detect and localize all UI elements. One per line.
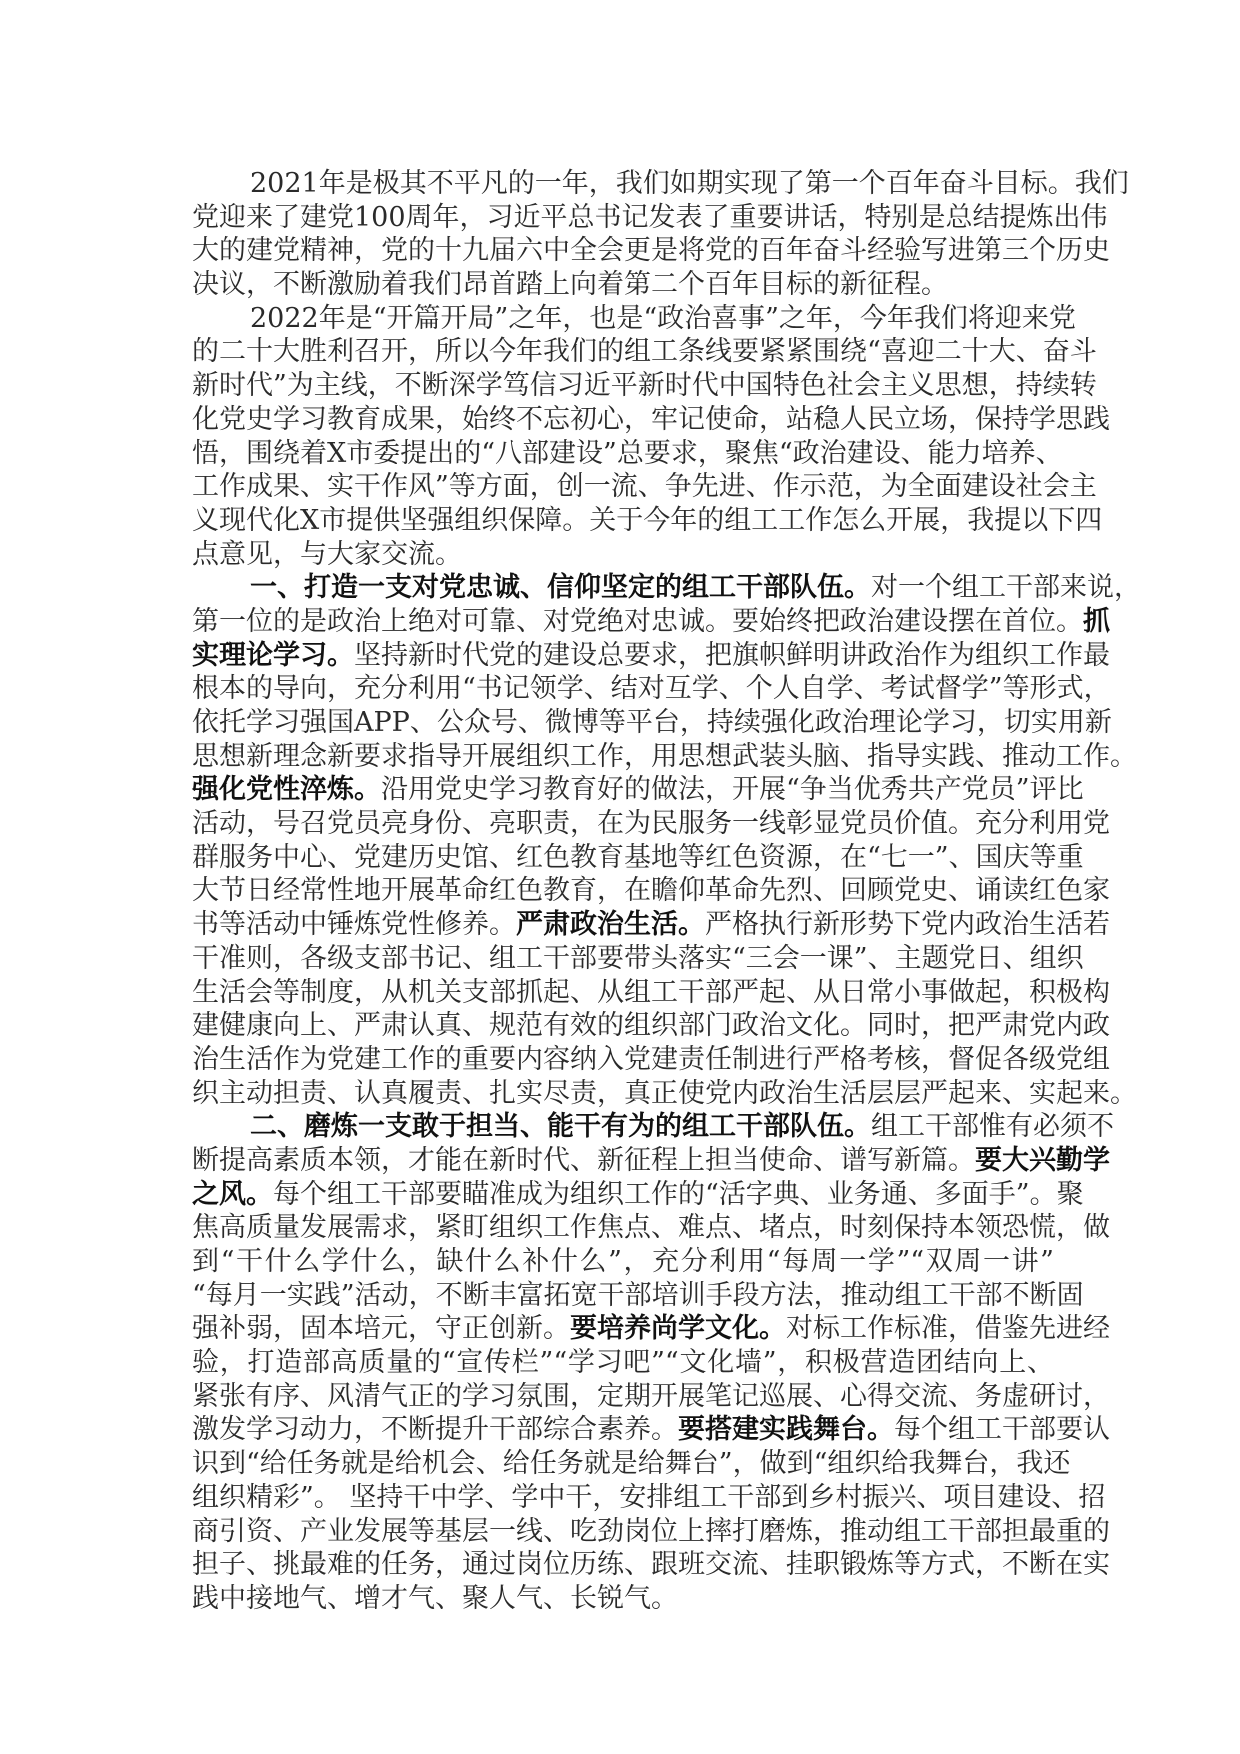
text-line bbox=[192, 976, 1110, 1010]
text-line bbox=[192, 538, 1054, 572]
paragraph bbox=[192, 302, 1110, 572]
body-text: 新时代”为主线，不断深学笃信习近平新时代中国特色社会主义思想，持续转 bbox=[192, 370, 1097, 402]
body-text: 思想新理念新要求指导开展组织工作，用思想武装头脑、指导实践、推动工作。 bbox=[192, 740, 1137, 772]
text-line bbox=[192, 1245, 1054, 1279]
body-text: 义现代化X市提供坚强组织保障。关于今年的组工工作怎么开展，我提以下四 bbox=[192, 504, 1103, 536]
body-text: 每个组工干部要瞄准成为组织工作的“活字典、业务通、多面手”。聚 bbox=[273, 1178, 1084, 1210]
text-line bbox=[192, 639, 1110, 673]
body-text: 到“干什么学什么，缺什么补什么”，充分利用“每周一学”“双周一讲” bbox=[192, 1246, 1054, 1277]
body-text: 依托学习强国APP、公众号、微博等平台，持续强化政治理论学习，切实用新 bbox=[192, 707, 1112, 738]
text-line bbox=[192, 740, 1137, 774]
text-line bbox=[192, 672, 1111, 706]
body-text: 第一位的是政治上绝对可靠、对党绝对忠诚。要始终把政治建设摆在首位。 bbox=[192, 605, 1083, 637]
text-line bbox=[192, 1515, 1110, 1549]
bold-heading-text: 要大兴勤学 bbox=[975, 1144, 1110, 1176]
text-line bbox=[192, 1380, 1110, 1414]
body-text: 治生活作为党建工作的重要内容纳入党建责任制进行严格考核，督促各级党组 bbox=[192, 1043, 1110, 1075]
text-line bbox=[192, 807, 1110, 841]
body-text: 群服务中心、党建历史馆、红色教育基地等红色资源，在“七一”、国庆等重 bbox=[192, 841, 1084, 873]
text-line bbox=[192, 1447, 1071, 1481]
text-line bbox=[192, 571, 1141, 605]
body-text: 大的建党精神，党的十九届六中全会更是将党的百年奋斗经验写进第三个历史 bbox=[192, 235, 1110, 267]
body-text: 2021年是极其不平凡的一年，我们如期实现了第一个百年奋斗目标。我们 bbox=[250, 168, 1129, 199]
paragraph bbox=[192, 1110, 1114, 1615]
body-text: 组织精彩”。 坚持干中学、学中干，安排组工干部到乡村振兴、项目建设、招 bbox=[192, 1481, 1106, 1513]
body-text: 活动，号召党员亮身份、亮职责，在为民服务一线彰显党员价值。充分利用党 bbox=[192, 808, 1110, 840]
bold-heading-text: 实理论学习。 bbox=[192, 639, 354, 671]
text-line bbox=[192, 1413, 1110, 1447]
text-line bbox=[192, 369, 1097, 403]
text-line bbox=[192, 268, 1054, 302]
body-text: 的二十大胜利召开，所以今年我们的组工条线要紧紧围绕“喜迎二十大、奋斗 bbox=[192, 336, 1097, 368]
body-text: 激发学习动力，不断提升干部综合素养。 bbox=[192, 1414, 678, 1446]
text-line bbox=[192, 201, 1108, 235]
bold-heading-text: 之风。 bbox=[192, 1178, 273, 1210]
body-text: 干准则，各级支部书记、组工干部要带头落实“三会一课”、主题党日、组织 bbox=[192, 942, 1084, 974]
body-text: 根本的导向，充分利用“书记领学、结对互学、个人自学、考试督学”等形式， bbox=[192, 673, 1111, 705]
body-text: 焦高质量发展需求，紧盯组织工作焦点、难点、堵点，时刻保持本领恐慌，做 bbox=[192, 1212, 1110, 1244]
body-text: 断提高素质本领，才能在新时代、新征程上担当使命、谱写新篇。 bbox=[192, 1144, 975, 1176]
paragraph bbox=[192, 167, 1129, 302]
text-line bbox=[192, 504, 1103, 538]
text-line bbox=[192, 874, 1110, 908]
body-text: 大节日经常性地开展革命红色教育，在瞻仰革命先烈、回顾党史、诵读红色家 bbox=[192, 875, 1110, 907]
bold-heading-text: 要搭建实践舞台。 bbox=[678, 1414, 894, 1446]
text-line bbox=[192, 1043, 1110, 1077]
body-text: 2022年是“开篇开局”之年，也是“政治喜事”之年，今年我们将迎来党 bbox=[250, 302, 1076, 334]
body-text: 建健康向上、严肃认真、规范有效的组织部门政治文化。同时，把严肃党内政 bbox=[192, 1010, 1110, 1042]
text-line bbox=[192, 908, 1110, 942]
text-line bbox=[192, 1178, 1084, 1212]
body-text: 坚持新时代党的建设总要求，把旗帜鲜明讲政治作为组织工作最 bbox=[354, 639, 1110, 671]
body-text: 践中接地气、增才气、聚人气、长锐气。 bbox=[192, 1582, 678, 1614]
body-text: 织主动担责、认真履责、扎实尽责，真正使党内政治生活层层严起来、实起来。 bbox=[192, 1077, 1137, 1109]
body-text: 工作成果、实干作风”等方面，创一流、争先进、作示范，为全面建设社会主 bbox=[192, 471, 1097, 503]
bold-heading-text: 一、打造一支对党忠诚、信仰坚定的组工干部队伍。 bbox=[250, 572, 871, 604]
bold-heading-text: 二、磨炼一支敢于担当、能干有为的组工干部队伍。 bbox=[250, 1111, 871, 1143]
body-text: 识到“给任务就是给机会、给任务就是给舞台”，做到“组织给我舞台，我还 bbox=[192, 1448, 1071, 1480]
body-text: 党迎来了建党100周年，习近平总书记发表了重要讲话，特别是总结提炼出伟 bbox=[192, 201, 1108, 233]
body-text: “每月一实践”活动，不断丰富拓宽干部培训手段方法，推动组工干部不断固 bbox=[192, 1279, 1084, 1311]
body-text: 严格执行新形势下党内政治生活若 bbox=[705, 909, 1110, 941]
text-line bbox=[192, 437, 1063, 471]
body-text: 每个组工干部要认 bbox=[894, 1414, 1110, 1446]
bold-heading-text: 要培养尚学文化。 bbox=[570, 1313, 786, 1345]
body-text: 商引资、产业发展等基层一线、吃劲岗位上摔打磨炼，推动组工干部担最重的 bbox=[192, 1515, 1110, 1547]
body-text: 强补弱，固本培元，守正创新。 bbox=[192, 1313, 570, 1345]
text-line bbox=[192, 1144, 1110, 1178]
text-line bbox=[192, 1110, 1114, 1144]
body-text: 组工干部惟有必须不 bbox=[871, 1111, 1114, 1143]
document-body bbox=[192, 167, 1141, 1616]
body-text: 点意见，与大家交流。 bbox=[192, 538, 462, 570]
text-line bbox=[192, 1582, 1054, 1616]
body-text: 沿用党史学习教育好的做法，开展“争当优秀共产党员”评比 bbox=[381, 774, 1084, 806]
text-line bbox=[192, 470, 1097, 504]
text-line bbox=[192, 234, 1110, 268]
body-text: 生活会等制度，从机关支部抓起、从组工干部严起、从日常小事做起，积极构 bbox=[192, 976, 1110, 1008]
body-text: 化党史学习教育成果，始终不忘初心，牢记使命，站稳人民立场，保持学思践 bbox=[192, 403, 1110, 435]
text-line bbox=[192, 167, 1129, 201]
bold-heading-text: 抓 bbox=[1083, 605, 1110, 637]
body-text: 悟，围绕着X市委提出的“八部建设”总要求，聚焦“政治建设、能力培养、 bbox=[192, 437, 1063, 469]
text-line bbox=[192, 773, 1084, 807]
text-line bbox=[192, 302, 1076, 336]
text-line bbox=[192, 942, 1084, 976]
body-text: 紧张有序、风清气正的学习氛围，定期开展笔记巡展、心得交流、务虚研讨， bbox=[192, 1380, 1110, 1412]
text-line bbox=[192, 1279, 1084, 1313]
text-line bbox=[192, 1346, 1054, 1380]
text-line bbox=[192, 403, 1110, 437]
text-line bbox=[192, 841, 1084, 875]
bold-heading-text: 严肃政治生活。 bbox=[516, 909, 705, 941]
text-line bbox=[192, 706, 1112, 740]
text-line bbox=[192, 1211, 1110, 1245]
text-line bbox=[192, 1077, 1137, 1111]
body-text: 验，打造部高质量的“宣传栏”“学习吧”“文化墙”，积极营造团结向上、 bbox=[192, 1347, 1054, 1379]
bold-heading-text: 强化党性淬炼。 bbox=[192, 774, 381, 806]
text-line bbox=[192, 1009, 1110, 1043]
body-text: 书等活动中锤炼党性修养。 bbox=[192, 909, 516, 941]
text-line bbox=[192, 335, 1097, 369]
paragraph bbox=[192, 571, 1141, 1110]
body-text: 担子、挑最难的任务，通过岗位历练、跟班交流、挂职锻炼等方式，不断在实 bbox=[192, 1549, 1110, 1581]
body-text: 对一个组工干部来说， bbox=[871, 572, 1141, 604]
text-line bbox=[192, 1548, 1110, 1582]
text-line bbox=[192, 1312, 1110, 1346]
body-text: 对标工作标准，借鉴先进经 bbox=[786, 1313, 1110, 1345]
text-line bbox=[192, 1481, 1106, 1515]
body-text: 决议，不断激励着我们昂首踏上向着第二个百年目标的新征程。 bbox=[192, 269, 948, 301]
text-line bbox=[192, 605, 1110, 639]
